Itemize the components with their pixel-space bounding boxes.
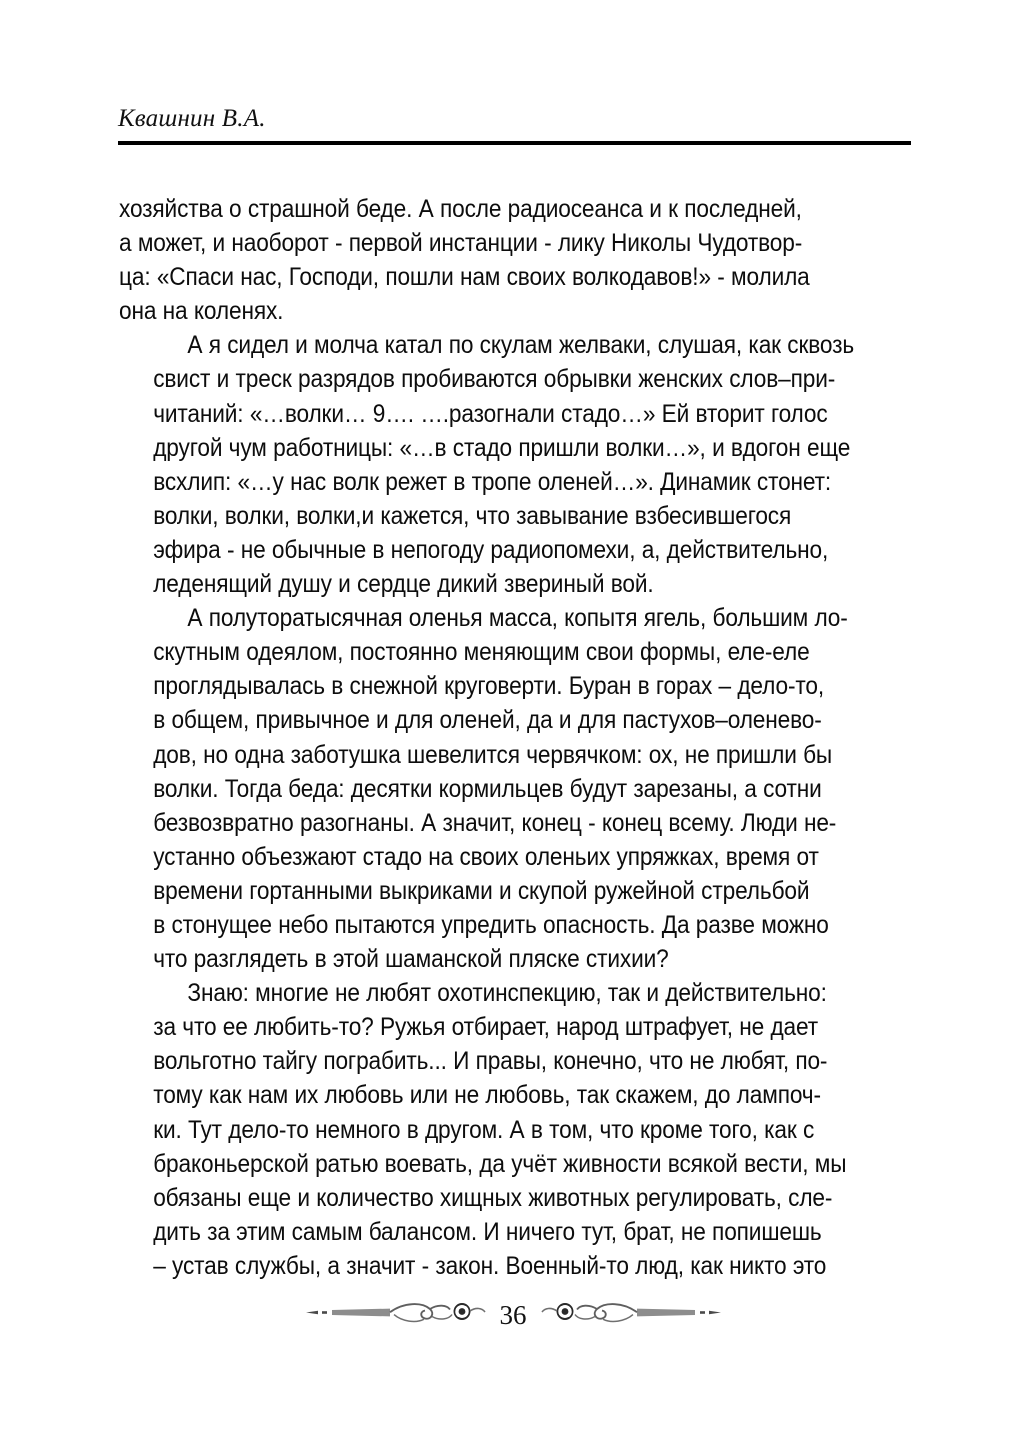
text-line: она на коленях. (119, 297, 284, 326)
text-line: в стонущее небо пытаются упредить опасность. Да разве можно (153, 910, 829, 939)
text-line: другой чум работницы: «…в стадо пришли волки…», и вдогон еще (153, 433, 851, 462)
text-line: леденящий душу и сердце дикий звериный вой. (153, 570, 654, 599)
text-line: А я сидел и молча катал по скулам желваки, слушая, как сквозь (187, 331, 855, 360)
running-head-title: Квашнин В.А. (118, 105, 266, 132)
text-line: волки. Тогда беда: десятки кормильцев будут зарезаны, а сотни (153, 774, 822, 803)
text-line: тому как нам их любовь или не любовь, так скажем, до лампоч- (153, 1081, 821, 1110)
text-line: безвозвратно разогнаны. А значит, конец - конец всему. Люди не- (153, 808, 837, 837)
paragraph (119, 192, 909, 328)
text-line: устанно объезжают стадо на своих оленьих упряжках, время от (153, 842, 819, 871)
text-line: свист и треск разрядов пробиваются обрывки женских слов–при- (153, 365, 836, 394)
text-line: всхлип: «…у нас волк режет в тропе оленей…». Динамик стонет: (153, 467, 832, 496)
text-line: обязаны еще и количество хищных животных регулировать, сле- (153, 1183, 833, 1212)
text-line: а может, и наоборот - первой инстанции - лику Николы Чудотвор- (119, 229, 803, 258)
text-line: – устав службы, а значит - закон. Военный-то люд, как никто это (153, 1251, 827, 1280)
paragraph (119, 601, 909, 976)
text-line: вольготно тайгу пограбить... И правы, конечно, что не любят, по- (153, 1047, 828, 1076)
text-line: эфира - не обычные в непогоду радиопомехи, а, действительно, (153, 535, 829, 564)
paragraph (119, 976, 909, 1283)
page-footer (0, 1288, 1026, 1340)
text-line: волки, волки, волки,и кажется, что завывание взбесившегося (153, 501, 792, 530)
text-line: что разглядеть в этой шаманской пляске стихии? (153, 945, 669, 974)
text-line: хозяйства о страшной беде. А после радиосеанса и к последней, (119, 195, 802, 223)
text-line: дить за этим самым балансом. И ничего тут, брат, не попишешь (153, 1217, 822, 1246)
text-line: ки. Тут дело-то немного в другом. А в том, что кроме того, как с (153, 1115, 815, 1144)
text-line: в общем, привычное и для оленей, да и для пастухов–оленево- (153, 706, 822, 735)
paragraph (119, 328, 909, 601)
text-line: дов, но одна заботушка шевелится червячком: ох, не пришли бы (153, 740, 833, 769)
flourish-ornament-right-icon (538, 1295, 723, 1334)
running-head-rule (118, 141, 911, 145)
text-line: браконьерской ратью воевать, да учёт живности всякой вести, мы (153, 1149, 847, 1178)
body-text-column (119, 192, 909, 1283)
text-line: читаний: «…волки… 9…. ….разогнали стадо…» Ей вторит голос (153, 399, 828, 428)
page-number: 36 (499, 1299, 527, 1330)
text-line: скутным одеялом, постоянно меняющим свои формы, еле-еле (153, 638, 810, 667)
text-line: Знаю: многие не любят охотинспекцию, так и действительно: (187, 979, 827, 1008)
text-line: проглядывалась в снежной круговерти. Буран в горах – дело-то, (153, 672, 825, 701)
running-head (118, 104, 908, 134)
text-line: А полуторатысячная оленья масса, копытя ягель, большим ло- (187, 604, 848, 633)
flourish-ornament-left-icon (304, 1295, 489, 1334)
text-line: за что ее любить-то? Ружья отбирает, народ штрафует, не дает (153, 1013, 819, 1042)
text-line: времени гортанными выкриками и скупой ружейной стрельбой (153, 876, 810, 905)
text-line: ца: «Спаси нас, Господи, пошли нам своих волкодавов!» - молила (119, 263, 810, 292)
